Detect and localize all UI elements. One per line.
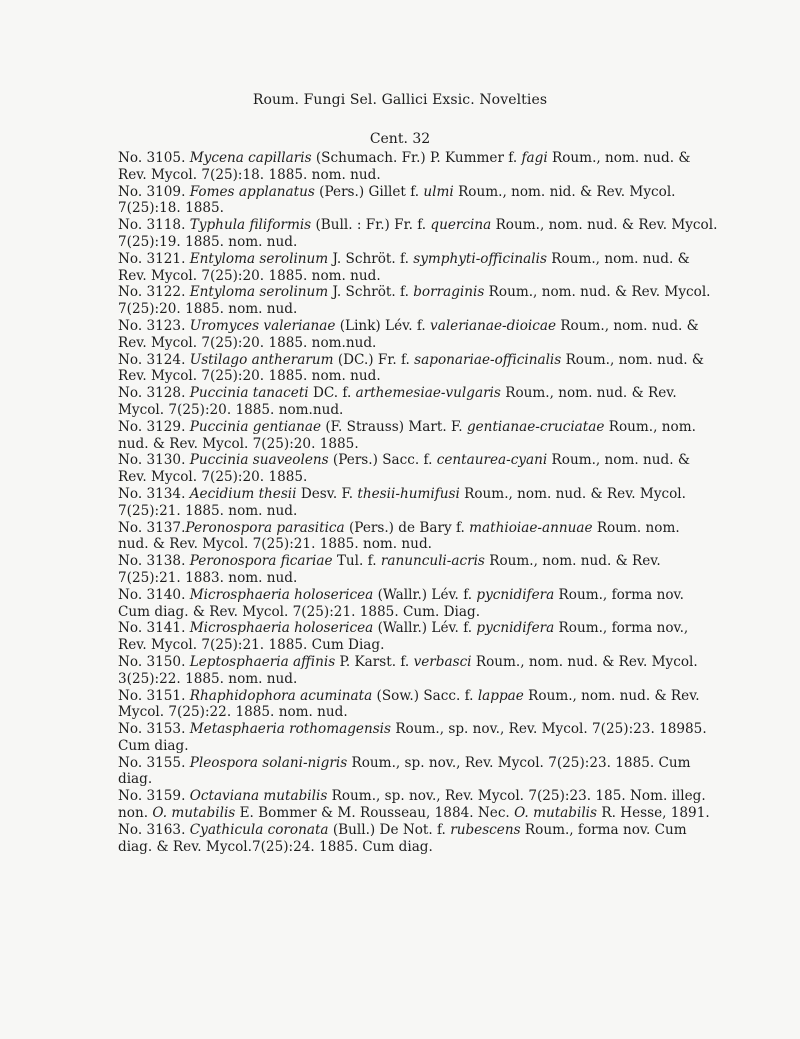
taxon-name: rubescens [450,821,521,838]
entry-line [118,351,705,369]
entry-text: P. Karst. f. [335,653,414,670]
entry-text: (DC.) Fr. f. [333,351,415,368]
entry-text: Tul. f. [332,553,381,570]
entry-line [118,839,698,856]
entry-text: (Wallr.) Lév. f. [373,620,477,637]
taxon-name: Fomes applanatus [189,183,315,200]
taxon-name: Microsphaeria holosericea [189,620,374,637]
entry-text: 7(25):18. 1885. [118,200,224,217]
taxon-name: Entyloma serolinum [189,284,329,301]
entry-text: No. 3163. [118,821,190,838]
entry-text: No. 3159. [118,788,190,805]
entry-text: (Bull.) De Not. f. [328,821,451,838]
taxon-name: Metasphaeria rothomagensis [189,721,391,738]
entry-line [118,335,698,352]
entry-line [118,486,698,503]
taxon-name: arthemesiae-vulgaris [355,385,501,402]
entry-line [118,150,698,167]
entry-line [118,771,698,788]
entry-text: (Bull. : Fr.) Fr. f. [311,217,431,234]
century-heading: Cent. 32 [369,131,431,147]
entry-text: No. 3109. [118,183,190,200]
entry-line [118,704,698,721]
entry-text: (Wallr.) Lév. f. [373,586,477,603]
entry-text: Rev. Mycol. 7(25):20. 1885. nom. nud. [118,368,381,385]
taxon-name: Leptosphaeria affinis [189,653,336,670]
taxon-name: Mycena capillaris [189,150,312,166]
entry-text: Roum., nom. [604,418,696,435]
entry-line [118,620,698,637]
taxon-name: ulmi [423,183,454,200]
taxon-name: Ustilago antherarum [189,351,334,368]
entry-text: Rev. Mycol. 7(25):20. 1885. [118,469,308,486]
entry-text: Roum., forma nov. Cum [520,821,687,838]
entry-text: Roum., sp. nov., Rev. Mycol. 7(25):23. 185. Nom. illeg. [327,788,706,805]
entry-text: Roum., nom. nud. & Rev. Mycol. [484,284,711,301]
entry-text: Roum., forma nov., [554,620,689,637]
entry-line [118,688,698,705]
entry-text: (Pers.) de Bary f. [344,519,470,536]
entry-text: 7(25):21. 1883. nom. nud. [118,569,298,586]
entry-text: 3(25):22. 1885. nom. nud. [118,670,298,687]
entry-text: (Pers.) Gillet f. [314,183,424,200]
entry-line [118,200,698,217]
entry-line [118,251,698,268]
entry-text: No. 3140. [118,586,190,603]
entry-line [118,368,698,385]
taxon-name: fagi [521,150,548,166]
entry-line [118,671,698,688]
entry-text: No. 3137. [118,519,186,536]
entry-text: No. 3150. [118,653,190,670]
document-title: Roum. Fungi Sel. Gallici Exsic. Novelties [252,92,548,108]
entry-text: (Link) Lév. f. [335,317,431,334]
entry-line [118,536,698,553]
taxon-name: Entyloma serolinum [189,250,329,267]
entry-text: Roum., sp. nov., Rev. Mycol. 7(25):23. 1885. Cum [347,754,691,771]
taxon-name: borraginis [413,284,485,301]
taxon-name: Rhaphidophora acuminata [189,687,373,704]
taxon-name: symphyti-officinalis [413,250,547,267]
entry-text: (F. Strauss) Mart. F. [321,418,467,435]
entry-line [118,604,698,621]
entry-text: 7(25):21. 1885. nom. nud. [118,502,298,519]
taxon-name: ranunculi-acris [380,553,485,570]
entry-line [118,402,698,419]
taxon-name: Puccinia tanaceti [189,385,309,402]
entry-text: Roum., nom. nud. & [561,351,705,368]
entry-line [118,301,698,318]
entry-text: 7(25):20. 1885. nom. nud. [118,301,298,318]
entry-text: diag. [118,771,153,788]
novelty-list [118,150,718,855]
entry-text: Roum., nom. nud. & Rev. Mycol. [471,653,698,670]
entry-text: Roum., sp. nov., Rev. Mycol. 7(25):23. 18985. [391,721,707,738]
taxon-name: pycnidifera [476,620,555,637]
taxon-name: Octaviana mutabilis [189,788,328,805]
entry-line [118,436,698,453]
taxon-name: Uromyces valerianae [189,317,336,334]
taxon-name: verbasci [413,653,472,670]
entry-text: No. 3118. [118,217,190,234]
entry-line [118,587,698,604]
entry-text: No. 3129. [118,418,190,435]
entry-text: Mycol. 7(25):20. 1885. nom.nud. [118,401,344,418]
entry-line [118,805,710,822]
entry-text: Roum., nom. nud. & Rev. [500,385,677,402]
entry-text: Roum., nom. nud. & [547,452,690,469]
entry-text: J. Schröt. f. [328,250,414,267]
entry-line [118,167,698,184]
entry-text: Roum., nom. nud. & Rev. Mycol. [491,217,718,234]
entry-text: Desv. F. [296,485,358,502]
entry-text: No. 3138. [118,553,190,570]
entry-line [118,553,698,570]
entry-text: Mycol. 7(25):22. 1885. nom. nud. [118,704,348,721]
entry-text: Rev. Mycol. 7(25):18. 1885. nom. nud. [118,166,381,183]
entry-text: non. [118,805,153,822]
taxon-name: Peronospora ficariae [189,553,333,570]
entry-text: Roum., nom. nud. & [547,150,691,166]
taxon-name: Pleospora solani-nigris [189,754,348,771]
taxon-name: thesii-humifusi [357,485,460,502]
taxon-name: O. mutabilis [152,805,236,822]
entry-line [118,268,698,285]
entry-text: No. 3122. [118,284,190,301]
taxon-name: valerianae-dioicae [430,317,556,334]
taxon-name: quercina [430,217,492,234]
entry-text: E. Bommer & M. Rousseau, 1884. Nec. [235,805,515,822]
entry-text: Roum. nom. [592,519,680,536]
entry-text: No. 3151. [118,687,190,704]
entry-line [118,452,698,469]
entry-text: Roum., nom. nud. & Rev. Mycol. [459,485,686,502]
taxon-name: O. mutabilis [514,805,598,822]
entry-text: Rev. Mycol. 7(25):20. 1885. nom.nud. [118,334,377,351]
entry-line [118,184,698,201]
entry-text: No. 3134. [118,485,190,502]
entry-line [118,385,698,402]
entry-line [118,217,718,234]
entry-line [118,469,698,486]
entry-text: (Pers.) Sacc. f. [328,452,437,469]
entry-text: nud. & Rev. Mycol. 7(25):21. 1885. nom. nud. [118,536,432,553]
entry-line [118,520,698,537]
taxon-name: saponariae-officinalis [414,351,562,368]
entry-text: No. 3105. [118,150,190,166]
taxon-name: lappae [477,687,524,704]
entry-line [118,822,698,839]
entry-text: DC. f. [308,385,356,402]
entry-line [118,318,698,335]
entry-text: diag. & Rev. Mycol.7(25):24. 1885. Cum diag. [118,838,433,855]
entry-text: (Schumach. Fr.) P. Kummer f. [311,150,522,166]
entry-text: R. Hesse, 1891. [597,805,710,822]
entry-text: Roum., nom. nud. & [556,317,699,334]
entry-text: J. Schröt. f. [328,284,414,301]
entry-line [118,637,698,654]
taxon-name: Aecidium thesii [189,485,297,502]
entry-line [118,738,698,755]
entry-text: No. 3123. [118,317,190,334]
entry-line [118,503,698,520]
taxon-name: Microsphaeria holosericea [189,586,374,603]
entry-text: No. 3155. [118,754,190,771]
entry-line [118,788,706,805]
taxon-name: pycnidifera [476,586,555,603]
entry-text: Rev. Mycol. 7(25):20. 1885. nom. nud. [118,267,381,284]
entry-line [118,654,698,671]
entry-text: Roum., nom. nid. & Rev. Mycol. [453,183,676,200]
entry-line [118,570,698,587]
taxon-name: Puccinia gentianae [189,418,322,435]
entry-text: No. 3121. [118,250,190,267]
entry-text: Rev. Mycol. 7(25):21. 1885. Cum Diag. [118,637,385,654]
entry-line [118,419,698,436]
taxon-name: centaurea-cyani [436,452,548,469]
entry-text: Roum., nom. nud. & Rev. [484,553,661,570]
taxon-name: Cyathicula coronata [189,821,329,838]
taxon-name: gentianae-cruciatae [466,418,605,435]
taxon-name: Peronospora parasitica [185,519,345,536]
entry-line [118,721,707,738]
entry-text: No. 3128. [118,385,190,402]
entry-text: Roum., nom. nud. & [546,250,690,267]
entry-line [118,284,711,301]
entry-text: No. 3141. [118,620,190,637]
taxon-name: Puccinia suaveolens [189,452,329,469]
entry-line [118,234,698,251]
entry-text: Roum., nom. nud. & Rev. [523,687,700,704]
entry-text: No. 3153. [118,721,190,738]
taxon-name: Typhula filiformis [189,217,312,234]
entry-text: 7(25):19. 1885. nom. nud. [118,233,298,250]
entry-text: Roum., forma nov. [554,586,684,603]
entry-text: (Sow.) Sacc. f. [372,687,478,704]
entry-text: Cum diag. [118,737,189,754]
entry-text: Cum diag. & Rev. Mycol. 7(25):21. 1885. Cum. Diag. [118,603,481,620]
entry-text: nud. & Rev. Mycol. 7(25):20. 1885. [118,435,359,452]
taxon-name: mathioiae-annuae [469,519,593,536]
entry-text: No. 3130. [118,452,190,469]
entry-line [118,755,698,772]
entry-text: No. 3124. [118,351,190,368]
